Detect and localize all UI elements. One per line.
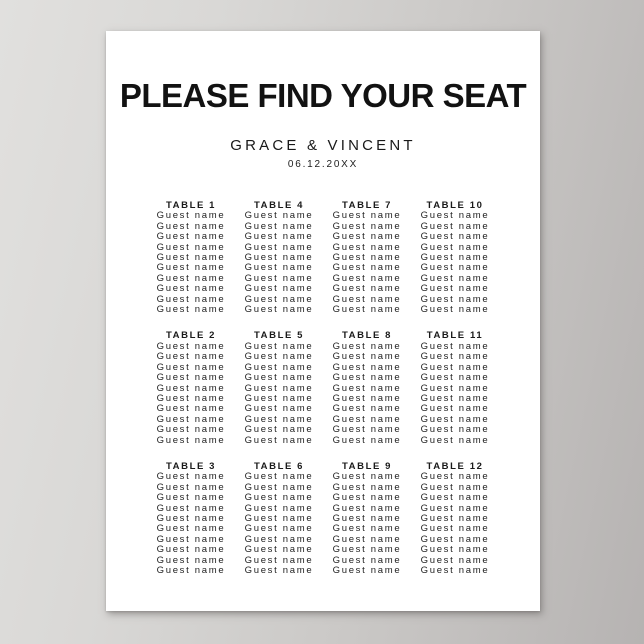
guest-name: Guest name (244, 340, 314, 352)
couple-names: GRACE & VINCENT (230, 137, 416, 154)
guest-name: Guest name (156, 361, 226, 373)
guest-name: Guest name (332, 304, 402, 316)
guest-name: Guest name (420, 252, 490, 264)
guest-name: Guest name (332, 492, 402, 504)
guest-name: Guest name (244, 272, 314, 284)
guest-name: Guest name (244, 434, 314, 446)
guest-name: Guest name (244, 413, 314, 425)
guest-name: Guest name (332, 533, 402, 545)
table-title: TABLE 2 (165, 330, 217, 342)
guest-name: Guest name (244, 554, 314, 566)
guest-name: Guest name (156, 471, 226, 483)
guest-name: Guest name (332, 554, 402, 566)
guest-name: Guest name (420, 272, 490, 284)
poster-title: PLEASE FIND YOUR SEAT (119, 77, 527, 114)
guest-name: Guest name (332, 403, 402, 415)
guest-name: Guest name (420, 403, 490, 415)
guest-name: Guest name (244, 565, 314, 576)
guest-name: Guest name (156, 272, 226, 284)
table-title: TABLE 7 (341, 200, 393, 211)
guest-name: Guest name (332, 502, 402, 514)
guest-name: Guest name (332, 481, 402, 493)
guest-name: Guest name (420, 492, 490, 504)
guest-name: Guest name (332, 471, 402, 483)
guest-name: Guest name (420, 304, 490, 316)
guest-name: Guest name (420, 544, 490, 556)
guest-name: Guest name (156, 544, 226, 556)
guest-name: Guest name (244, 523, 314, 535)
guest-name: Guest name (332, 340, 402, 352)
guest-name: Guest name (332, 382, 402, 394)
guest-name: Guest name (244, 351, 314, 363)
table-section (419, 201, 491, 315)
guest-name: Guest name (332, 544, 402, 556)
guest-name: Guest name (156, 262, 226, 274)
guest-name: Guest name (332, 361, 402, 373)
guest-name: Guest name (332, 413, 402, 425)
guest-name: Guest name (156, 523, 226, 535)
guest-name: Guest name (332, 523, 402, 535)
guest-name: Guest name (244, 210, 314, 222)
guest-name: Guest name (244, 403, 314, 415)
guest-name: Guest name (420, 413, 490, 425)
guest-name: Guest name (332, 283, 402, 295)
guest-name: Guest name (420, 262, 490, 274)
guest-name: Guest name (420, 554, 490, 566)
guest-name: Guest name (244, 424, 314, 436)
guest-name: Guest name (420, 340, 490, 352)
guest-name: Guest name (156, 512, 226, 524)
guest-name: Guest name (244, 544, 314, 556)
table-section (155, 201, 227, 315)
guest-name: Guest name (156, 241, 226, 253)
guest-name: Guest name (156, 293, 226, 305)
guest-name: Guest name (332, 220, 402, 232)
guest-name: Guest name (420, 502, 490, 514)
guest-name: Guest name (420, 210, 490, 222)
guest-name: Guest name (244, 492, 314, 504)
guest-name: Guest name (244, 231, 314, 243)
guest-name: Guest name (156, 554, 226, 566)
guest-name: Guest name (156, 283, 226, 295)
guest-name: Guest name (420, 220, 490, 232)
guest-name: Guest name (244, 220, 314, 232)
seating-chart-poster (106, 31, 540, 611)
guest-name: Guest name (420, 533, 490, 545)
guest-name: Guest name (420, 565, 490, 576)
guest-name: Guest name (332, 293, 402, 305)
guest-name: Guest name (420, 382, 490, 394)
guest-name: Guest name (420, 512, 490, 524)
guest-name: Guest name (156, 210, 226, 222)
guest-name: Guest name (244, 283, 314, 295)
guest-name: Guest name (156, 413, 226, 425)
table-section (155, 462, 227, 576)
table-title: TABLE 6 (253, 460, 305, 472)
guest-name: Guest name (244, 372, 314, 384)
guest-name: Guest name (244, 304, 314, 316)
table-section (243, 331, 315, 445)
guest-name: Guest name (420, 231, 490, 243)
guest-name: Guest name (156, 382, 226, 394)
guest-name: Guest name (156, 231, 226, 243)
table-title: TABLE 10 (426, 200, 484, 211)
guest-name: Guest name (244, 533, 314, 545)
guest-name: Guest name (244, 471, 314, 483)
guest-name: Guest name (156, 372, 226, 384)
guest-name: Guest name (420, 523, 490, 535)
guest-name: Guest name (332, 351, 402, 363)
guest-name: Guest name (420, 293, 490, 305)
table-section (331, 462, 403, 576)
guest-name: Guest name (156, 502, 226, 514)
guest-name: Guest name (420, 392, 490, 404)
guest-name: Guest name (332, 434, 402, 446)
guest-name: Guest name (244, 382, 314, 394)
table-section (419, 462, 491, 576)
guest-name: Guest name (420, 361, 490, 373)
guest-name: Guest name (332, 372, 402, 384)
guest-name: Guest name (332, 392, 402, 404)
guest-name: Guest name (420, 351, 490, 363)
guest-name: Guest name (244, 361, 314, 373)
guest-name: Guest name (156, 340, 226, 352)
guest-name: Guest name (244, 392, 314, 404)
guest-name: Guest name (332, 231, 402, 243)
guest-name: Guest name (420, 471, 490, 483)
guest-name: Guest name (244, 502, 314, 514)
guest-name: Guest name (420, 283, 490, 295)
seating-grid (155, 201, 491, 576)
table-section (419, 331, 491, 445)
guest-name: Guest name (332, 512, 402, 524)
guest-name: Guest name (244, 252, 314, 264)
table-title: TABLE 9 (341, 460, 393, 472)
table-section (155, 331, 227, 445)
guest-name: Guest name (244, 481, 314, 493)
guest-name: Guest name (420, 241, 490, 253)
guest-name: Guest name (420, 424, 490, 436)
guest-name: Guest name (332, 565, 402, 576)
guest-name: Guest name (244, 262, 314, 274)
guest-name: Guest name (420, 372, 490, 384)
table-title: TABLE 12 (426, 460, 484, 472)
guest-name: Guest name (156, 392, 226, 404)
table-title: TABLE 1 (165, 200, 217, 211)
guest-name: Guest name (420, 434, 490, 446)
guest-name: Guest name (156, 481, 226, 493)
table-section (243, 462, 315, 576)
guest-name: Guest name (156, 533, 226, 545)
table-title: TABLE 8 (341, 330, 393, 342)
table-section (243, 201, 315, 315)
table-section (331, 201, 403, 315)
guest-name: Guest name (244, 293, 314, 305)
guest-name: Guest name (332, 210, 402, 222)
guest-name: Guest name (332, 241, 402, 253)
guest-name: Guest name (332, 252, 402, 264)
event-date: 06.12.20XX (287, 159, 359, 170)
table-title: TABLE 4 (253, 200, 305, 211)
table-title: TABLE 11 (426, 330, 484, 342)
guest-name: Guest name (156, 403, 226, 415)
guest-name: Guest name (156, 252, 226, 264)
guest-name: Guest name (420, 481, 490, 493)
guest-name: Guest name (332, 424, 402, 436)
guest-name: Guest name (332, 272, 402, 284)
guest-name: Guest name (244, 241, 314, 253)
guest-name: Guest name (156, 220, 226, 232)
guest-name: Guest name (156, 304, 226, 316)
guest-name: Guest name (332, 262, 402, 274)
table-section (331, 331, 403, 445)
guest-name: Guest name (244, 512, 314, 524)
guest-name: Guest name (156, 424, 226, 436)
guest-name: Guest name (156, 492, 226, 504)
guest-name: Guest name (156, 351, 226, 363)
table-title: TABLE 5 (253, 330, 305, 342)
guest-name: Guest name (156, 434, 226, 446)
table-title: TABLE 3 (165, 460, 217, 472)
guest-name: Guest name (156, 565, 226, 576)
